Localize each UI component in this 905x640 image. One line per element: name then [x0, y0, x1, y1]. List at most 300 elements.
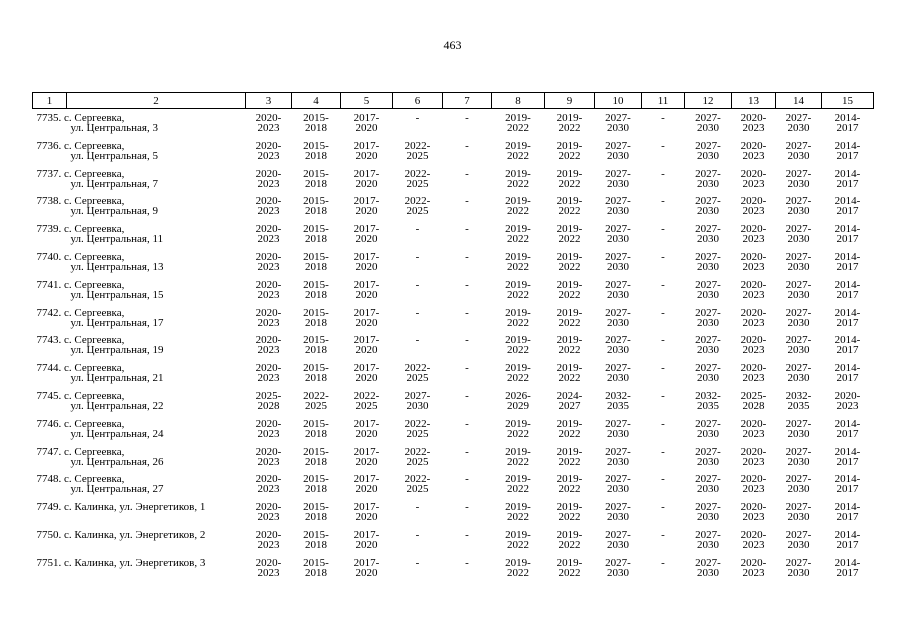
year-cell	[685, 308, 732, 336]
year-cell	[642, 141, 685, 169]
year-line: 2020-	[740, 223, 767, 236]
year-cell	[822, 391, 874, 419]
table-row	[33, 419, 874, 447]
year-line: 2020	[355, 205, 378, 218]
year-cell	[246, 558, 292, 586]
address-cell	[33, 169, 246, 197]
year-line: 2020-	[740, 334, 767, 347]
year-cell	[595, 391, 642, 419]
year-cell	[246, 391, 292, 419]
year-line: -	[465, 167, 469, 180]
year-line: 2014-	[834, 139, 861, 152]
header-cell: 3	[246, 93, 292, 109]
year-line: 2023	[257, 372, 280, 385]
address-cell	[33, 447, 246, 475]
year-line: 2030	[607, 177, 629, 190]
year-cell	[443, 391, 492, 419]
year-line: 2022	[558, 149, 581, 162]
year-line: 2022-	[404, 473, 431, 486]
year-cell	[341, 335, 393, 363]
year-cell	[732, 502, 776, 530]
year-cell	[393, 109, 443, 141]
year-cell	[393, 474, 443, 502]
year-line: -	[415, 278, 420, 291]
year-line: 2015-	[303, 556, 329, 569]
year-line: 2018	[305, 288, 327, 301]
year-line: 2030	[787, 205, 810, 218]
year-line: 2023	[742, 455, 765, 468]
year-cell	[492, 252, 545, 280]
year-cell	[732, 280, 776, 308]
year-line: 2020	[355, 177, 378, 190]
year-line: 2017	[836, 566, 859, 579]
year-cell	[443, 558, 492, 586]
table-row	[33, 196, 874, 224]
year-line: 2030	[607, 233, 629, 246]
year-line: 2022-	[404, 167, 431, 180]
table-row	[33, 280, 874, 308]
year-cell	[776, 109, 822, 141]
year-line: 2022	[507, 149, 529, 162]
year-line: 2019-	[505, 445, 531, 458]
year-cell	[595, 502, 642, 530]
year-line: 2022	[507, 455, 529, 468]
year-line: 2022	[507, 205, 529, 218]
year-line: 2020-	[740, 528, 767, 541]
year-line: 2027-	[695, 112, 721, 124]
year-line: 2025	[406, 177, 429, 190]
year-cell	[292, 419, 341, 447]
year-line: -	[661, 195, 665, 208]
year-cell	[393, 558, 443, 586]
year-cell	[732, 447, 776, 475]
year-cell	[545, 308, 595, 336]
year-cell	[822, 169, 874, 197]
address-cell	[33, 391, 246, 419]
year-line: 2022	[558, 316, 581, 329]
address-cell	[33, 419, 246, 447]
year-line: 2027-	[785, 223, 812, 236]
year-line: 2015-	[303, 417, 329, 430]
year-line: 2020-	[255, 112, 282, 124]
address-line: ул. Центральная, 26	[70, 455, 164, 468]
address-cell	[33, 224, 246, 252]
year-line: 2017-	[353, 334, 380, 347]
year-line: 2029	[507, 399, 529, 412]
year-line: 2014-	[834, 556, 861, 569]
year-line: 2015-	[303, 139, 329, 152]
year-cell	[492, 502, 545, 530]
address-line: 7741. с. Сергеевка,	[36, 278, 125, 291]
year-line: 2027-	[785, 139, 812, 152]
year-line: -	[661, 528, 665, 541]
year-line: 2022	[507, 260, 529, 273]
year-line: 2017-	[353, 417, 380, 430]
year-line: 2035	[697, 399, 719, 412]
year-line: 2027-	[605, 278, 631, 291]
year-line: 2022	[507, 511, 529, 524]
year-cell	[545, 109, 595, 141]
address-line: 7743. с. Сергеевка,	[36, 334, 125, 347]
year-line: -	[661, 139, 665, 152]
year-line: 2015-	[303, 528, 329, 541]
year-cell	[443, 252, 492, 280]
header-cell: 9	[545, 93, 595, 109]
year-line: 2023	[742, 122, 765, 134]
year-line: 2020	[355, 511, 378, 524]
table-row	[33, 502, 874, 530]
year-line: 2027-	[695, 306, 721, 319]
year-line: 2030	[787, 427, 810, 440]
year-line: 2030	[607, 538, 629, 551]
year-cell	[776, 419, 822, 447]
year-cell	[822, 308, 874, 336]
address-cell	[33, 558, 246, 586]
year-line: 2027-	[695, 417, 721, 430]
year-cell	[492, 169, 545, 197]
year-line: 2023	[257, 566, 280, 579]
year-cell	[595, 280, 642, 308]
year-line: 2023	[257, 455, 280, 468]
year-cell	[545, 335, 595, 363]
year-cell	[393, 169, 443, 197]
address-cell	[33, 474, 246, 502]
year-line: 2032-	[605, 389, 631, 402]
year-line: 2030	[787, 483, 810, 496]
year-line: 2020-	[740, 306, 767, 319]
header-cell: 5	[341, 93, 393, 109]
year-cell	[292, 308, 341, 336]
year-line: -	[661, 334, 665, 347]
year-line: 2020-	[740, 195, 767, 208]
header-cell: 11	[642, 93, 685, 109]
year-cell	[443, 363, 492, 391]
year-cell	[246, 252, 292, 280]
address-line: 7745. с. Сергеевка,	[36, 389, 125, 402]
year-line: 2018	[305, 177, 327, 190]
year-line: -	[661, 167, 665, 180]
address-line: ул. Центральная, 27	[70, 483, 164, 496]
year-line: 2030	[787, 233, 810, 246]
year-line: 2017-	[353, 501, 380, 514]
table-row	[33, 252, 874, 280]
year-line: 2030	[787, 122, 810, 134]
year-line: 2020-	[740, 473, 767, 486]
address-cell	[33, 196, 246, 224]
year-cell	[776, 141, 822, 169]
year-line: -	[661, 250, 665, 263]
year-line: 2025	[406, 149, 429, 162]
year-cell	[732, 141, 776, 169]
year-line: 2015-	[303, 250, 329, 263]
year-line: 2020-	[834, 389, 861, 402]
year-cell	[393, 447, 443, 475]
header-cell: 7	[443, 93, 492, 109]
year-line: 2019-	[556, 195, 583, 208]
year-cell	[545, 558, 595, 586]
year-cell	[292, 530, 341, 558]
year-line: 2014-	[834, 167, 861, 180]
year-line: 2020-	[255, 278, 282, 291]
year-line: 2022	[507, 122, 529, 134]
year-cell	[443, 447, 492, 475]
year-line: 2015-	[303, 362, 329, 375]
year-line: 2022	[558, 205, 581, 218]
year-cell	[246, 280, 292, 308]
year-cell	[292, 252, 341, 280]
year-line: 2027-	[785, 306, 812, 319]
year-line: 2019-	[505, 195, 531, 208]
year-line: 2030	[787, 344, 810, 357]
year-line: 2024-	[556, 389, 583, 402]
year-cell	[292, 335, 341, 363]
year-line: 2020-	[740, 139, 767, 152]
year-cell	[492, 141, 545, 169]
year-cell	[393, 196, 443, 224]
header-cell: 15	[822, 93, 874, 109]
year-line: 2027-	[785, 167, 812, 180]
year-cell	[443, 196, 492, 224]
year-line: 2020-	[255, 306, 282, 319]
header-cell: 14	[776, 93, 822, 109]
year-line: 2030	[607, 455, 629, 468]
year-line: 2027-	[695, 334, 721, 347]
year-line: 2022	[507, 427, 529, 440]
year-line: 2018	[305, 344, 327, 357]
year-line: 2030	[607, 316, 629, 329]
year-line: -	[661, 389, 665, 402]
address-cell	[33, 530, 246, 558]
year-cell	[776, 169, 822, 197]
year-cell	[776, 558, 822, 586]
year-line: 2022	[558, 122, 581, 134]
year-line: -	[415, 306, 420, 319]
year-line: 2025	[355, 399, 378, 412]
year-line: 2027-	[404, 389, 431, 402]
year-cell	[341, 558, 393, 586]
year-line: 2027-	[695, 223, 721, 236]
year-cell	[822, 447, 874, 475]
year-line: -	[465, 250, 469, 263]
year-line: 2019-	[556, 445, 583, 458]
address-cell	[33, 308, 246, 336]
year-line: 2030	[787, 538, 810, 551]
year-line: 2020-	[255, 139, 282, 152]
year-line: 2015-	[303, 112, 329, 124]
year-cell	[492, 363, 545, 391]
year-cell	[776, 224, 822, 252]
year-line: 2030	[607, 260, 629, 273]
year-line: 2030	[787, 511, 810, 524]
year-line: 2027-	[785, 195, 812, 208]
address-line: ул. Центральная, 3	[70, 122, 158, 134]
year-line: 2018	[305, 316, 327, 329]
year-line: 2027-	[605, 528, 631, 541]
year-line: 2030	[607, 566, 629, 579]
year-line: 2020	[355, 288, 378, 301]
year-line: 2020-	[740, 556, 767, 569]
year-line: 2020-	[255, 195, 282, 208]
year-line: 2026-	[505, 389, 531, 402]
year-line: 2014-	[834, 528, 861, 541]
year-line: 2027-	[785, 501, 812, 514]
address-cell	[33, 363, 246, 391]
year-line: 2023	[257, 316, 280, 329]
address-line: 7742. с. Сергеевка,	[36, 306, 125, 319]
year-cell	[341, 196, 393, 224]
year-cell	[341, 447, 393, 475]
header-row	[33, 93, 874, 109]
year-cell	[732, 391, 776, 419]
year-cell	[685, 530, 732, 558]
address-line: 7736. с. Сергеевка,	[36, 139, 125, 152]
year-line: 2017-	[353, 250, 380, 263]
year-cell	[292, 391, 341, 419]
year-cell	[492, 308, 545, 336]
year-line: 2020	[355, 149, 378, 162]
year-cell	[685, 224, 732, 252]
header-cell: 4	[292, 93, 341, 109]
year-cell	[341, 363, 393, 391]
year-line: 2027-	[695, 278, 721, 291]
header-cell: 12	[685, 93, 732, 109]
year-line: -	[465, 362, 469, 375]
header-cell: 10	[595, 93, 642, 109]
year-cell	[595, 530, 642, 558]
address-line: 7739. с. Сергеевка,	[36, 223, 125, 236]
year-cell	[595, 474, 642, 502]
year-line: -	[465, 473, 469, 486]
year-line: -	[465, 445, 469, 458]
year-line: 2017-	[353, 306, 380, 319]
year-cell	[246, 419, 292, 447]
address-cell	[33, 252, 246, 280]
year-cell	[732, 474, 776, 502]
year-cell	[822, 109, 874, 141]
year-cell	[443, 474, 492, 502]
year-line: 2020	[355, 455, 378, 468]
year-cell	[642, 224, 685, 252]
year-line: 2020-	[740, 167, 767, 180]
year-cell	[393, 502, 443, 530]
year-line: 2022	[507, 233, 529, 246]
year-line: 2019-	[505, 556, 531, 569]
year-line: 2018	[305, 538, 327, 551]
year-line: -	[661, 112, 665, 124]
year-cell	[822, 502, 874, 530]
year-line: 2017	[836, 149, 859, 162]
year-line: -	[661, 501, 665, 514]
year-line: 2023	[742, 483, 765, 496]
year-line: 2014-	[834, 250, 861, 263]
year-line: 2023	[742, 205, 765, 218]
year-line: 2019-	[505, 417, 531, 430]
year-line: 2030	[607, 288, 629, 301]
year-line: 2017	[836, 538, 859, 551]
year-line: 2019-	[556, 528, 583, 541]
year-cell	[595, 335, 642, 363]
year-cell	[443, 502, 492, 530]
year-cell	[776, 363, 822, 391]
year-cell	[776, 280, 822, 308]
year-line: 2020	[355, 122, 378, 134]
year-line: 2027-	[605, 473, 631, 486]
year-cell	[685, 196, 732, 224]
year-line: 2017-	[353, 556, 380, 569]
year-line: 2020-	[255, 223, 282, 236]
year-line: 2020-	[740, 445, 767, 458]
year-cell	[341, 169, 393, 197]
year-line: 2019-	[556, 362, 583, 375]
year-line: 2023	[257, 427, 280, 440]
year-cell	[685, 474, 732, 502]
year-line: 2018	[305, 205, 327, 218]
year-line: -	[661, 473, 665, 486]
year-line: 2014-	[834, 334, 861, 347]
year-cell	[443, 109, 492, 141]
address-line: ул. Центральная, 24	[70, 427, 164, 440]
address-line: 7737. с. Сергеевка,	[36, 167, 125, 180]
year-line: 2027-	[605, 334, 631, 347]
address-line: 7750. с. Калинка, ул. Энергетиков, 2	[36, 528, 206, 541]
year-cell	[776, 447, 822, 475]
year-line: 2027-	[785, 528, 812, 541]
year-line: 2030	[406, 399, 429, 412]
year-line: -	[465, 417, 469, 430]
year-line: -	[465, 556, 469, 569]
year-cell	[246, 363, 292, 391]
year-line: 2030	[787, 288, 810, 301]
year-cell	[246, 530, 292, 558]
year-line: 2018	[305, 455, 327, 468]
year-line: 2030	[697, 511, 719, 524]
year-line: 2019-	[505, 362, 531, 375]
year-line: 2022	[507, 372, 529, 385]
year-line: 2014-	[834, 362, 861, 375]
year-cell	[822, 474, 874, 502]
year-line: 2014-	[834, 417, 861, 430]
year-line: 2020	[355, 372, 378, 385]
year-line: 2025	[406, 372, 429, 385]
year-line: 2022	[558, 566, 581, 579]
year-line: 2030	[787, 372, 810, 385]
year-line: 2023	[742, 177, 765, 190]
year-cell	[685, 363, 732, 391]
year-line: 2022	[558, 344, 581, 357]
year-line: 2027-	[605, 306, 631, 319]
year-line: 2017	[836, 288, 859, 301]
address-line: 7744. с. Сергеевка,	[36, 362, 125, 375]
year-line: 2023	[257, 538, 280, 551]
year-line: 2020-	[740, 112, 767, 124]
year-line: 2027-	[605, 501, 631, 514]
year-line: -	[415, 334, 420, 347]
year-line: 2025	[406, 205, 429, 218]
year-cell	[545, 391, 595, 419]
year-line: 2023	[742, 233, 765, 246]
address-line: ул. Центральная, 17	[70, 316, 164, 329]
year-line: 2019-	[505, 306, 531, 319]
year-cell	[492, 474, 545, 502]
year-cell	[545, 196, 595, 224]
year-line: 2030	[697, 372, 719, 385]
table-row	[33, 169, 874, 197]
year-line: 2020	[355, 316, 378, 329]
year-cell	[341, 419, 393, 447]
year-line: -	[465, 278, 469, 291]
year-cell	[545, 224, 595, 252]
year-cell	[443, 308, 492, 336]
